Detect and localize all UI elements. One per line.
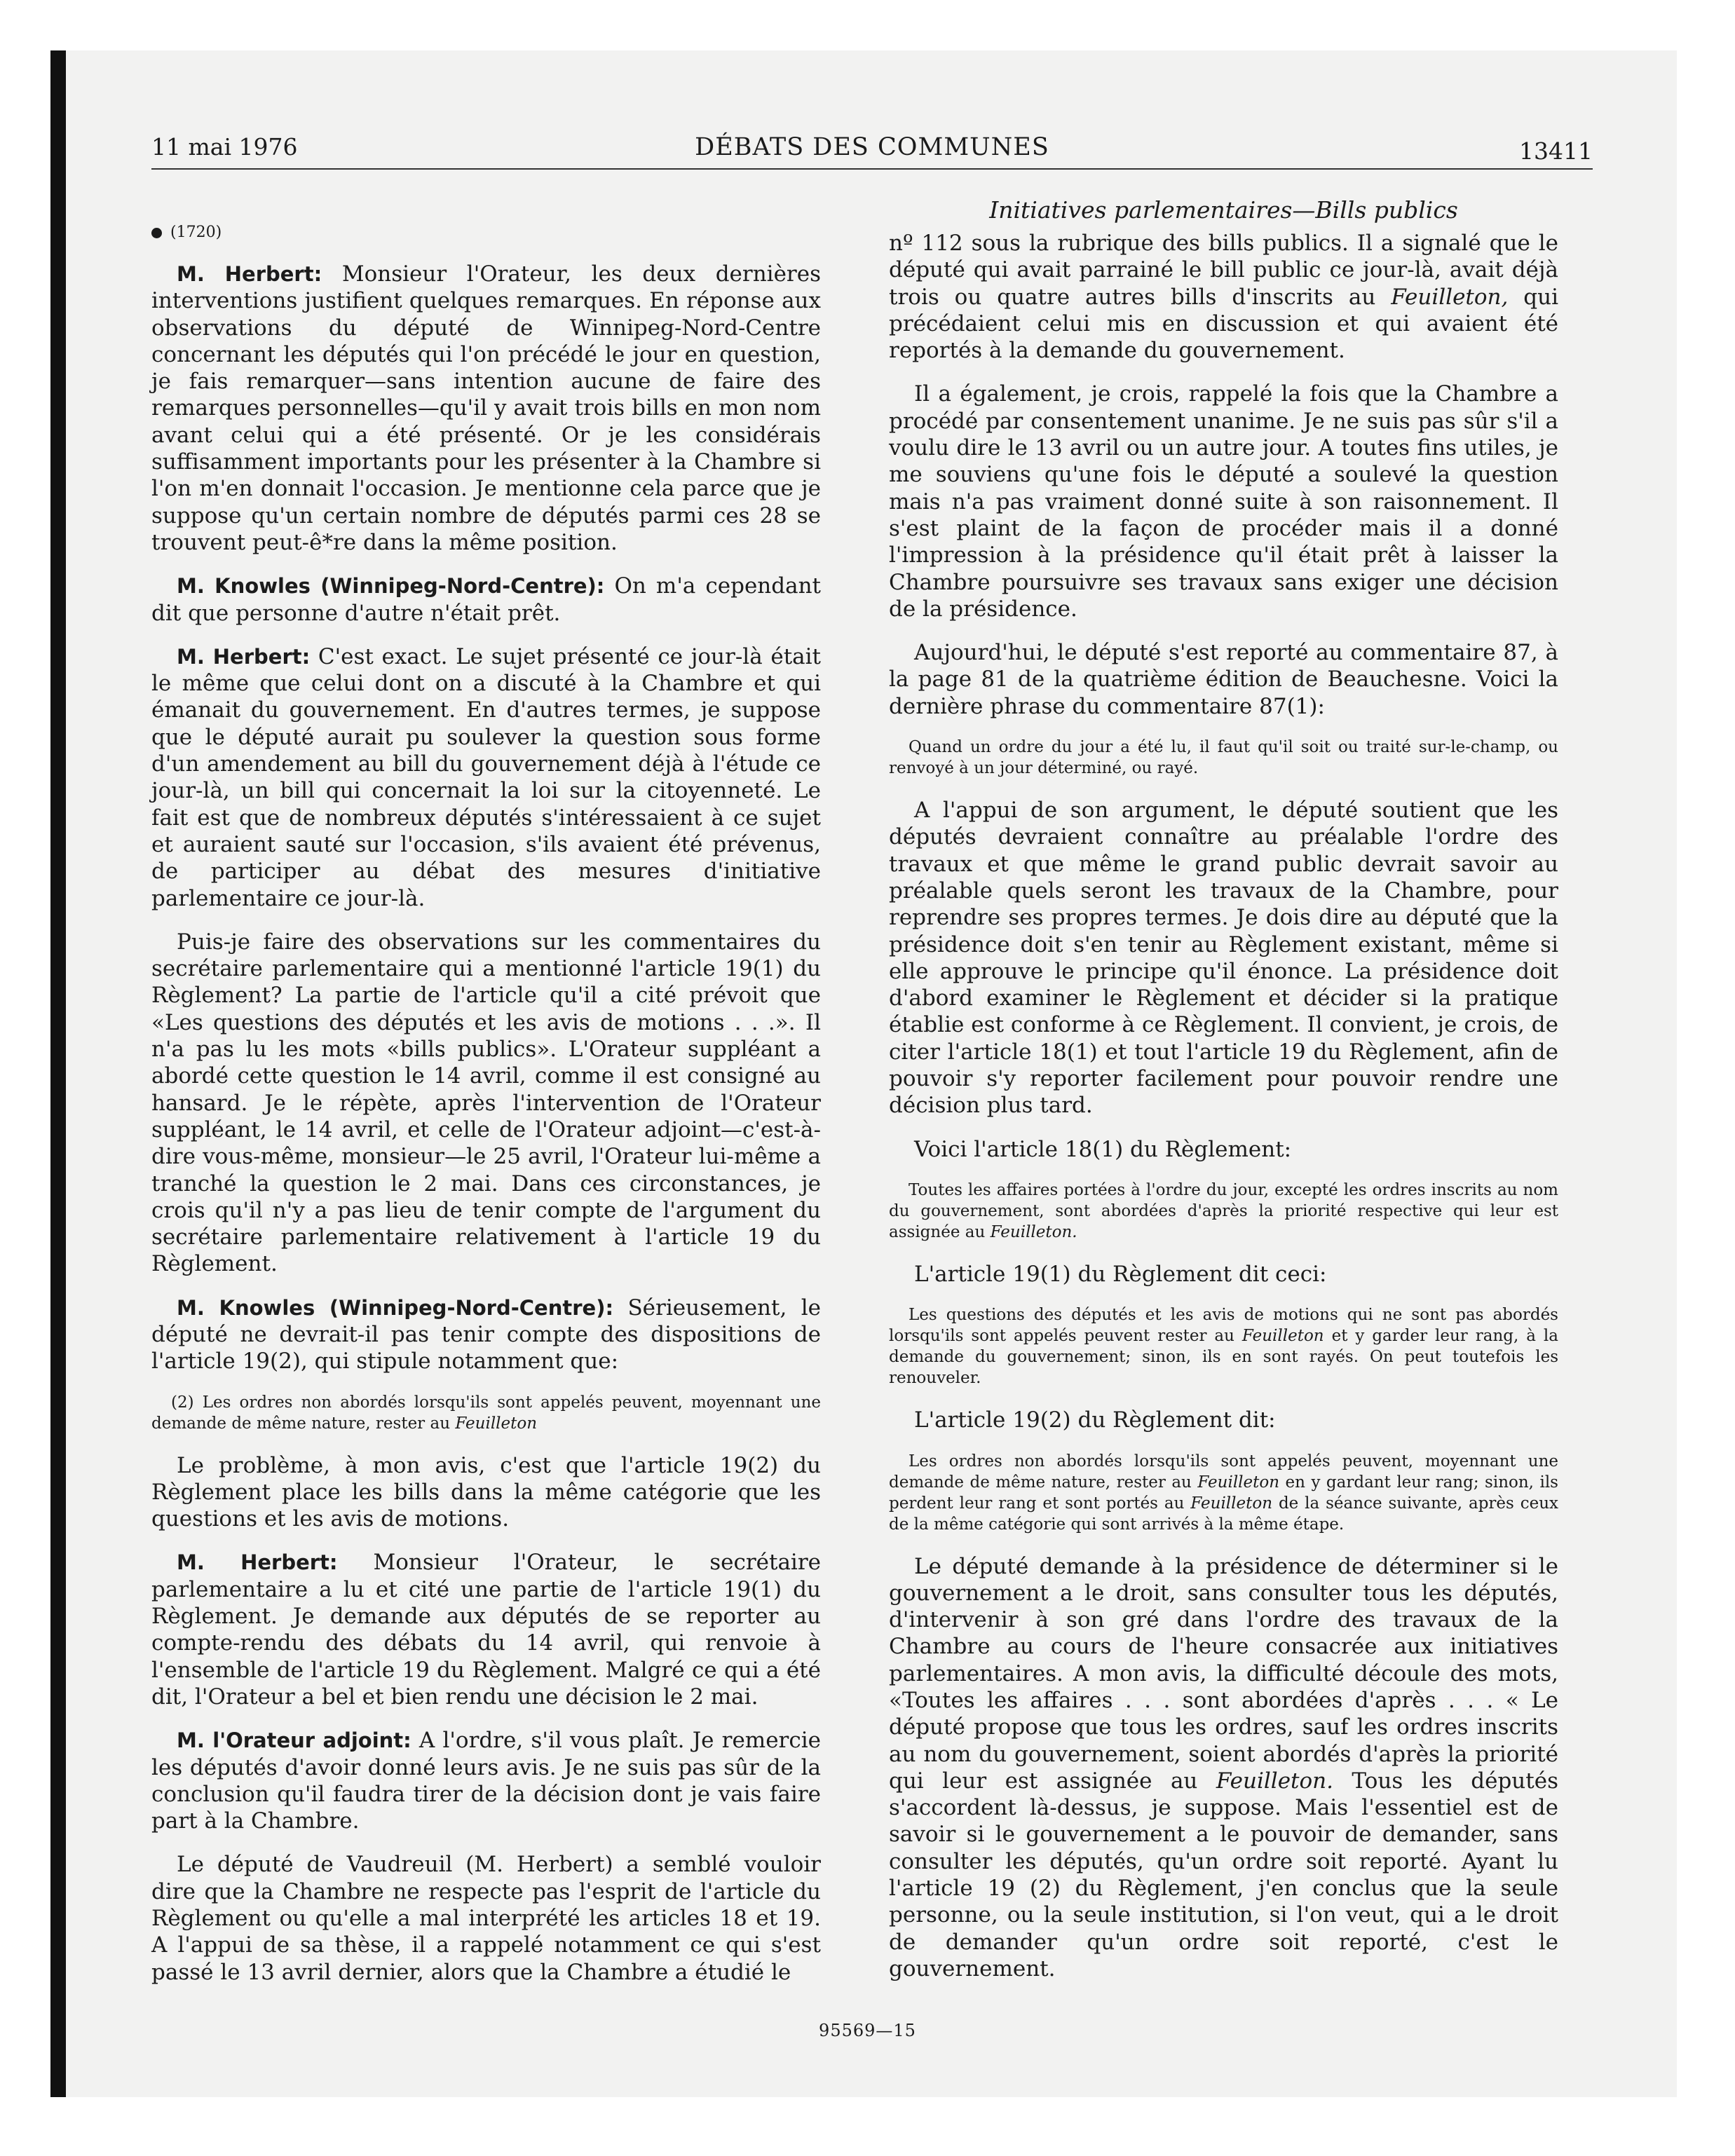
speaker-name: M. Knowles (Winnipeg-Nord-Centre): xyxy=(177,1295,614,1320)
paragraph: Puis-je faire des observations sur les commentaires du secrétaire parlementaire qui a mentionné l'article 19(1) du Règlement? La partie de l'article qu'il a cité prévoit que «Les questions des députés et les avis de motions . . .». Il n'a pas lu les mots «bills publics». L'Orateur suppléant a abordé cette question le 14 avril, comme il est consigné au hansard. Je le répète, après l'intervention de l'Orateur suppléant, le 14 avril, et celle de l'Orateur adjoint—c'est-à-dire vous-même, monsieur—le 25 avril, l'Orateur lui-même a tranché la question le 2 mai. Dans ces circonstances, je crois qu'il n'y a pas lieu de tenir compte de l'argument du secrétaire parlementaire relativement à l'article 19 du Règlement. xyxy=(151,929,821,1277)
paragraph: L'article 19(2) du Règlement dit: xyxy=(914,1407,1276,1433)
paragraph: Le député demande à la présidence de déterminer si le gouvernement a le droit, sans consulter tous les députés, d'intervenir à son gré dans l'ordre des travaux de la Chambre au cours de l'heure consacrée aux initiatives parlementaires. A mon avis, la difficulté découle des mots, «Toutes les affaires . . . sont abordées d'après . . . « Le député propose que tous les ordres, sauf les ordres inscrits au nom du gouvernement, soient abordés d'après la priorité qui leur est assignée au Feuilleton. Tous les députés s'accordent là-dessus, je suppose. Mais l'essentiel est de savoir si le gouvernement a le pouvoir de demander, sans consulter les députés, qu'un ordre soit reporté. Ayant lu l'article 19 (2) du Règlement, j'en conclus que la seule personne, ou la seule institution, si l'on veut, qui a le droit de demander qu'un ordre soit reporté, c'est le gouvernement. xyxy=(889,1553,1558,1981)
paragraph xyxy=(151,1549,821,1710)
italic-term: Feuilleton xyxy=(455,1414,538,1433)
italic-term: Feuilleton xyxy=(1241,1327,1324,1346)
binding-edge xyxy=(50,50,66,2097)
header-date: 11 mai 1976 xyxy=(151,133,298,161)
page-header xyxy=(151,133,1593,170)
block-quote: (2) Les ordres non abordés lorsqu'ils sont appelés peuvent, moyennant une demande de même nature, rester au Feuilleton xyxy=(151,1393,821,1433)
paragraph xyxy=(151,1295,821,1375)
paragraph xyxy=(151,261,821,556)
timestamp-text: (1720) xyxy=(170,224,222,241)
speaker-name: M. Herbert: xyxy=(177,1550,338,1575)
italic-term: Feuilleton. xyxy=(990,1222,1077,1241)
paragraph-text: Monsieur l'Orateur, le secrétaire parlementaire a lu et cité une partie de l'article 19(1) du Règlement. Je demande aux députés de se reporter au compte-rendu des débats du 14 avril, qui renvoie à l'ensemble de l'article 19 du Règlement. Malgré ce qui a été dit, l'Orateur a bel et bien rendu une décision le 2 mai. xyxy=(151,1550,822,1710)
header-page-number: 13411 xyxy=(1519,137,1593,165)
speaker-name: M. Knowles (Winnipeg-Nord-Centre): xyxy=(177,574,605,599)
paragraph: Le problème, à mon avis, c'est que l'article 19(2) du Règlement place les bills dans la même catégorie que les questions et les avis de motions. xyxy=(151,1452,821,1532)
paragraph: A l'appui de son argument, le député soutient que les députés devraient connaître au préalable l'ordre des travaux et que même le grand public devrait savoir au préalable quels seront les travaux de la Chambre, pour reprendre ses propres termes. Je dois dire au député que la présidence doit s'en tenir au Règlement existant, même si elle approuve le principe qu'il énonce. La présidence doit d'abord examiner le Règlement et décider si la pratique établie est conforme à ce Règlement. Il convient, je crois, de citer l'article 18(1) et tout l'article 19 du Règlement, afin de pouvoir s'y reporter facilement pour pouvoir rendre une décision plus tard. xyxy=(889,798,1558,1119)
block-quote: Toutes les affaires portées à l'ordre du jour, excepté les ordres inscrits au nom du gouvernement, sont abordées d'après la priorité respective qui leur est assignée au Feuilleton. xyxy=(889,1180,1558,1241)
paragraph xyxy=(151,573,821,627)
bullet-icon xyxy=(151,228,162,238)
block-quote: Les questions des députés et les avis de motions qui ne sont pas abordés lorsqu'ils sont appelés peuvent rester au Feuilleton et y garder leur rang, à la demande du gouvernement; sinon, ils en sont rayés. On peut toutefois les renouveler. xyxy=(889,1306,1558,1388)
paragraph: Il a également, je crois, rappelé la fois que la Chambre a procédé par consentement unanime. Je ne suis pas sûr s'il a voulu dire le 13 avril ou un autre jour. A toutes fins utiles, je me souviens qu'une fois le député a soulevé la question mais n'a pas vraiment donné suite à son raisonnement. Il s'est plaint de la façon de procéder mais il a donné l'impression à la présidence qu'il était prêt à laisser la Chambre poursuivre ses travaux sans exiger une décision de la présidence. xyxy=(889,381,1558,622)
paragraph-text: On m'a cependant dit que personne d'autre n'était prêt. xyxy=(151,573,822,626)
paragraph: Le député de Vaudreuil (M. Herbert) a semblé vouloir dire que la Chambre ne respecte pas l'esprit de l'article du Règlement ou qu'elle a mal interprété les articles 18 et 19. A l'appui de sa thèse, il a rappelé notamment ce qui s'est passé le 13 avril dernier, alors que la Chambre a étudié le xyxy=(151,1852,821,1985)
speaker-name: M. Herbert: xyxy=(177,262,322,286)
italic-term: Feuilleton xyxy=(1197,1473,1280,1492)
italic-term: Feuilleton xyxy=(1190,1494,1273,1513)
paragraph xyxy=(151,1727,821,1834)
header-rule xyxy=(151,168,1593,170)
right-column xyxy=(889,195,1558,1999)
paragraph: L'article 19(1) du Règlement dit ceci: xyxy=(914,1261,1327,1287)
italic-term: Feuilleton, xyxy=(1391,284,1509,310)
speaker-name: M. l'Orateur adjoint: xyxy=(177,1728,411,1753)
paragraph-text: A l'ordre, s'il vous plaît. Je remercie les députés d'avoir donné leurs avis. Je ne suis pas sûr de la conclusion qu'il faudra tirer de la décision dont je vais faire part à la Chambre. xyxy=(151,1728,821,1834)
italic-term: Feuilleton. xyxy=(1216,1768,1333,1794)
left-column xyxy=(151,195,821,2003)
paragraph: Aujourd'hui, le député s'est reporté au commentaire 87, à la page 81 de la quatrième édition de Beauchesne. Voici la dernière phrase du commentaire 87(1): xyxy=(889,640,1558,719)
running-head: Initiatives parlementaires—Bills publics xyxy=(989,196,1458,224)
timestamp xyxy=(151,223,821,243)
paragraph-text: Monsieur l'Orateur, les deux dernières interventions justifient quelques remarques. En réponse aux observations du député de Winnipeg-Nord-Centre concernant les députés qui l'on précédé le jour en question, je fais remarquer—sans intention aucune de faire des remarques personnelles—qu'il y avait trois bills en mon nom avant celui qui a été présenté. Or je les considérais suffisamment importants pour les présenter à la Chambre si l'on m'en donnait l'occasion. Je mentionne cela parce que je suppose qu'un certain nombre de députés parmi ces 28 se trouvent peut-ê*re dans la même position. xyxy=(151,261,821,555)
header-title: DÉBATS DES COMMUNES xyxy=(695,133,1049,161)
paragraph: nº 112 sous la rubrique des bills publics. Il a signalé que le député qui avait parrainé le bill public ce jour-là, avait déjà trois ou quatre autres bills d'inscrits au Feuilleton, qui précédaient celui mis en discussion et qui avaient été reportés à la demande du gouvernement. xyxy=(889,231,1559,364)
paragraph xyxy=(151,643,821,912)
block-quote: Les ordres non abordés lorsqu'ils sont appelés peuvent, moyennant une demande de même nature, rester au Feuilleton en y gardant leur rang; sinon, ils perdent leur rang et sont portés au Feuilleton de la séance suivante, après ceux de la même catégorie qui sont arrivés à la même étape. xyxy=(889,1452,1559,1534)
speaker-name: M. Herbert: xyxy=(177,644,311,669)
paragraph-text: Sérieusement, le député ne devrait-il pas tenir compte des dispositions de l'article 19(2), qui stipule notamment que: xyxy=(151,1295,821,1374)
paragraph: Voici l'article 18(1) du Règlement: xyxy=(914,1136,1292,1162)
block-quote: Quand un ordre du jour a été lu, il faut qu'il soit ou traité sur-le-champ, ou renvoyé à un jour déterminé, ou rayé. xyxy=(889,738,1558,778)
footer-code: 95569—15 xyxy=(819,2021,916,2040)
paragraph-text: C'est exact. Le sujet présenté ce jour-là était le même que celui dont on a discuté à la Chambre et qui émanait du gouvernement. En d'autres termes, je suppose que le député aurait pu soulever la question sous forme d'un amendement au bill du gouvernement déjà à l'étude ce jour-là, un bill qui concernait la loi sur la citoyenneté. Le fait est que de nombreux députés s'intéressaient à ce sujet et auraient sauté sur l'occasion, s'ils avaient été prévenus, de participer au débat des mesures d'initiative parlementaire ce jour-là. xyxy=(151,643,822,911)
